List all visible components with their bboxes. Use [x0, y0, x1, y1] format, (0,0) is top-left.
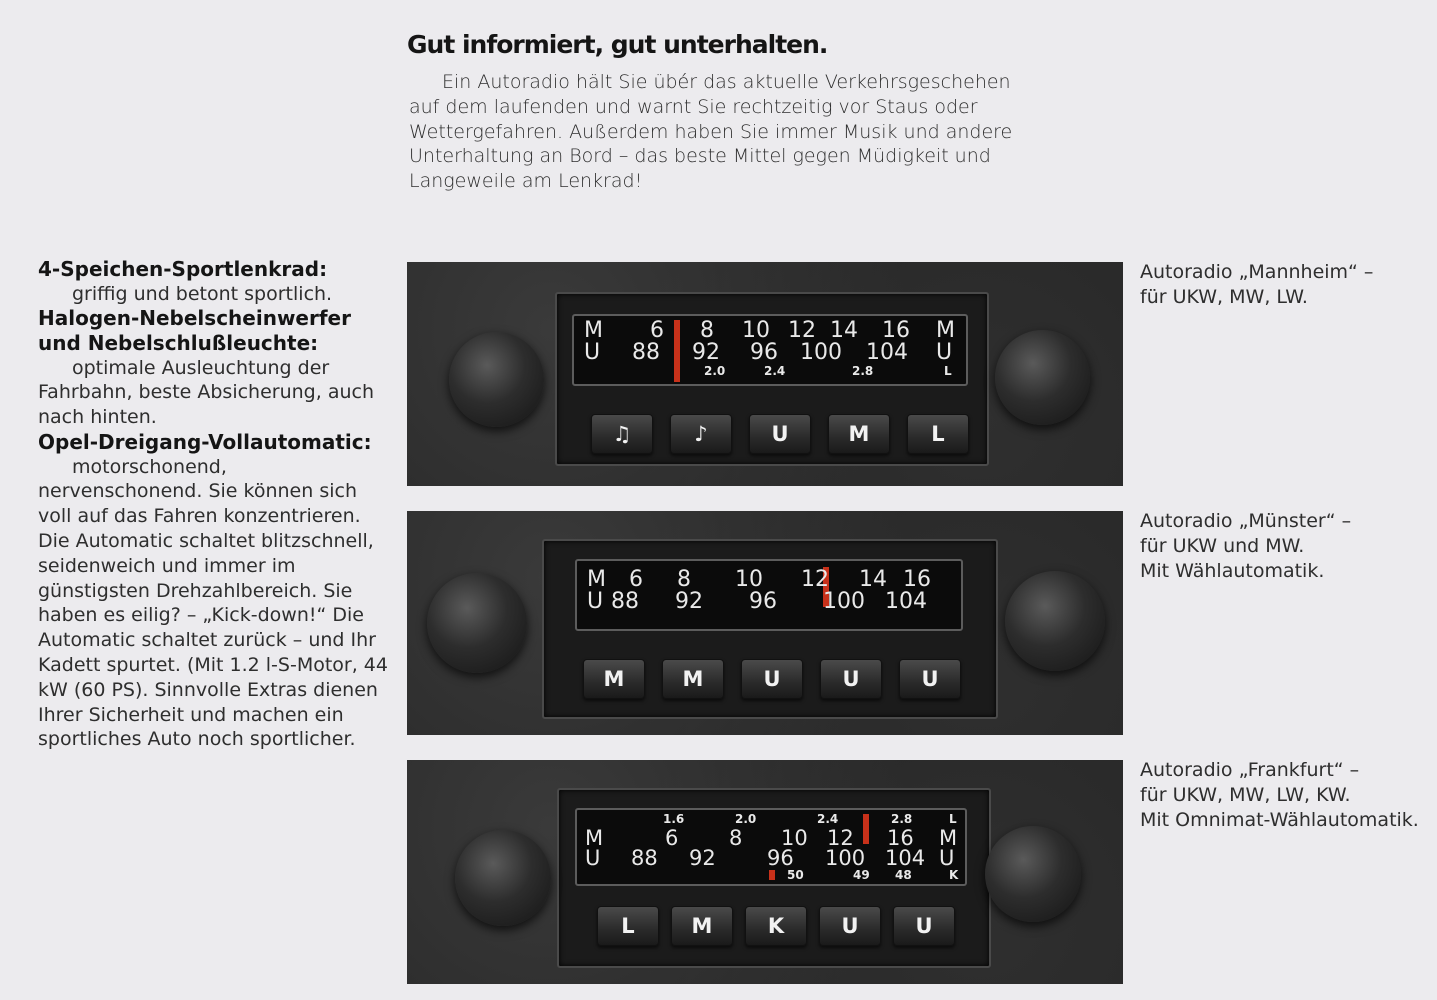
radio-muenster-photo — [407, 511, 1123, 735]
dial-label: 16 — [903, 567, 931, 592]
frequency-dial — [572, 314, 968, 386]
dial-label: L — [944, 364, 952, 378]
dial-label: L — [949, 812, 957, 826]
caption-line: für UKW, MW, LW, KW. — [1140, 783, 1351, 806]
preset-button: U — [899, 659, 961, 699]
preset-button: U — [820, 659, 882, 699]
dial-label: U — [936, 340, 953, 365]
caption-line: Autoradio „Mannheim“ – — [1140, 261, 1374, 283]
dial-label: 8 — [700, 318, 714, 343]
dial-label: 2.4 — [817, 812, 839, 826]
dial-label: K — [949, 868, 959, 882]
dial-label: 2.4 — [764, 364, 786, 378]
dial-label: 100 — [823, 589, 865, 614]
preset-button: K — [745, 906, 807, 946]
tuning-knob — [995, 330, 1090, 425]
preset-button: L — [597, 906, 659, 946]
dial-label: 88 — [632, 340, 660, 365]
dial-label: U — [587, 589, 604, 614]
dial-label: 14 — [830, 318, 858, 343]
dial-needle — [863, 814, 869, 844]
dial-label: 50 — [787, 868, 804, 882]
dial-label: U — [585, 846, 601, 870]
preset-buttons — [583, 659, 961, 699]
dial-label: M — [584, 318, 603, 343]
dial-label: 12 — [827, 826, 854, 850]
radio-frankfurt-caption — [1140, 758, 1419, 832]
caption-line: Autoradio „Frankfurt“ – — [1140, 759, 1360, 781]
intro-text — [409, 70, 1019, 194]
dial-label: 92 — [692, 340, 720, 365]
dial-label: 10 — [781, 826, 808, 850]
dial-label: 12 — [801, 567, 829, 592]
preset-button: M — [671, 906, 733, 946]
dial-label: 1.6 — [663, 812, 685, 826]
headline: Gut informiert, gut unterhalten. — [407, 30, 828, 59]
dial-label: 2.0 — [704, 364, 726, 378]
dial-label: 6 — [650, 318, 664, 343]
dial-label: 8 — [729, 826, 743, 850]
caption-line: für UKW, MW, LW. — [1140, 285, 1308, 308]
frequency-dial — [575, 559, 963, 631]
dial-label: 104 — [866, 340, 908, 365]
dial-needle-marker — [769, 870, 775, 880]
dial-needle — [674, 320, 680, 382]
tuning-knob — [1005, 571, 1105, 671]
dial-label: 92 — [689, 846, 716, 870]
dial-label: 2.8 — [852, 364, 874, 378]
feature-text: optimale Ausleuchtung der Fahrbahn, beste Absicherung, auch nach hinten. — [38, 356, 374, 429]
dial-label: 6 — [665, 826, 679, 850]
preset-button: ♫ — [591, 414, 653, 454]
dial-label: 12 — [788, 318, 816, 343]
caption-line: Mit Wählautomatik. — [1140, 559, 1325, 582]
feature-title: Halogen-Nebelscheinwerfer und Nebelschlußleuchte: — [38, 306, 351, 355]
preset-button: U — [749, 414, 811, 454]
dial-label: 104 — [885, 589, 927, 614]
feature-text: griffig und betont sportlich. — [72, 282, 333, 305]
dial-label: 48 — [895, 868, 912, 882]
dial-label: 16 — [887, 826, 914, 850]
dial-label: U — [939, 846, 955, 870]
radio-mannheim-photo — [407, 262, 1123, 486]
volume-knob — [449, 332, 544, 427]
radio-muenster-caption — [1140, 509, 1351, 583]
dial-label: 96 — [749, 589, 777, 614]
caption-line: Mit Omnimat-Wählautomatik. — [1140, 808, 1419, 831]
dial-label: 96 — [767, 846, 794, 870]
preset-buttons — [597, 906, 955, 946]
radio-frankfurt-photo — [407, 760, 1123, 984]
feature-text: motorschonend, nervenschonend. Sie können sich voll auf das Fahren konzentrieren. Die Automatic schaltet blitzschnell, seidenweich und immer im günstigsten Drehzahlbereich. Sie haben es eilig? – „Kick-down!“ Die Automatic schaltet zurück – und Ihr Kadett spurtet. (Mit 1.2 l-S-Motor, 44 kW (60 PS). Sinnvolle Extras dienen Ihrer Sicherheit und machen ein sportliches Auto noch sportlicher. — [38, 455, 388, 751]
preset-button: U — [741, 659, 803, 699]
feature-list — [38, 257, 390, 752]
dial-label: M — [936, 318, 955, 343]
preset-buttons — [591, 414, 969, 454]
caption-line: Autoradio „Münster“ – — [1140, 510, 1352, 532]
dial-label: 88 — [611, 589, 639, 614]
dial-label: 49 — [853, 868, 870, 882]
intro-paragraph: Ein Autoradio hält Sie übér das aktuelle Verkehrsgeschehen auf dem laufenden und warnt Sie rechtzeitig vor Staus oder Wettergefahren. Außerdem haben Sie immer Musik und andere Unterhaltung an Bord – das beste Mittel gegen Müdigkeit und Langeweile am Lenkrad! — [409, 71, 1013, 193]
dial-label: M — [585, 826, 604, 850]
radio-mannheim-caption — [1140, 260, 1373, 310]
dial-label: 104 — [885, 846, 926, 870]
dial-label: 92 — [675, 589, 703, 614]
preset-button: ♪ — [670, 414, 732, 454]
dial-label: 10 — [742, 318, 770, 343]
dial-label: 2.8 — [891, 812, 913, 826]
feature-title: 4-Speichen-Sportlenkrad: — [38, 257, 328, 281]
preset-button: M — [828, 414, 890, 454]
dial-label: 100 — [825, 846, 866, 870]
dial-label: U — [584, 340, 601, 365]
dial-label: 88 — [631, 846, 658, 870]
preset-button: U — [819, 906, 881, 946]
dial-label: 2.0 — [735, 812, 757, 826]
preset-button: L — [907, 414, 969, 454]
preset-button: M — [662, 659, 724, 699]
dial-label: 8 — [677, 567, 691, 592]
volume-knob — [455, 830, 551, 926]
caption-line: für UKW und MW. — [1140, 534, 1305, 557]
dial-label: 10 — [735, 567, 763, 592]
dial-label: 6 — [629, 567, 643, 592]
feature-title: Opel-Dreigang-Vollautomatic: — [38, 429, 372, 454]
dial-label: 14 — [859, 567, 887, 592]
dial-label: 96 — [750, 340, 778, 365]
volume-knob — [427, 573, 527, 673]
preset-button: M — [583, 659, 645, 699]
dial-label: M — [587, 567, 606, 592]
tuning-knob — [985, 826, 1081, 922]
dial-label: 16 — [882, 318, 910, 343]
preset-button: U — [893, 906, 955, 946]
dial-label: M — [939, 826, 958, 850]
dial-label: 100 — [800, 340, 842, 365]
frequency-dial — [575, 808, 967, 886]
